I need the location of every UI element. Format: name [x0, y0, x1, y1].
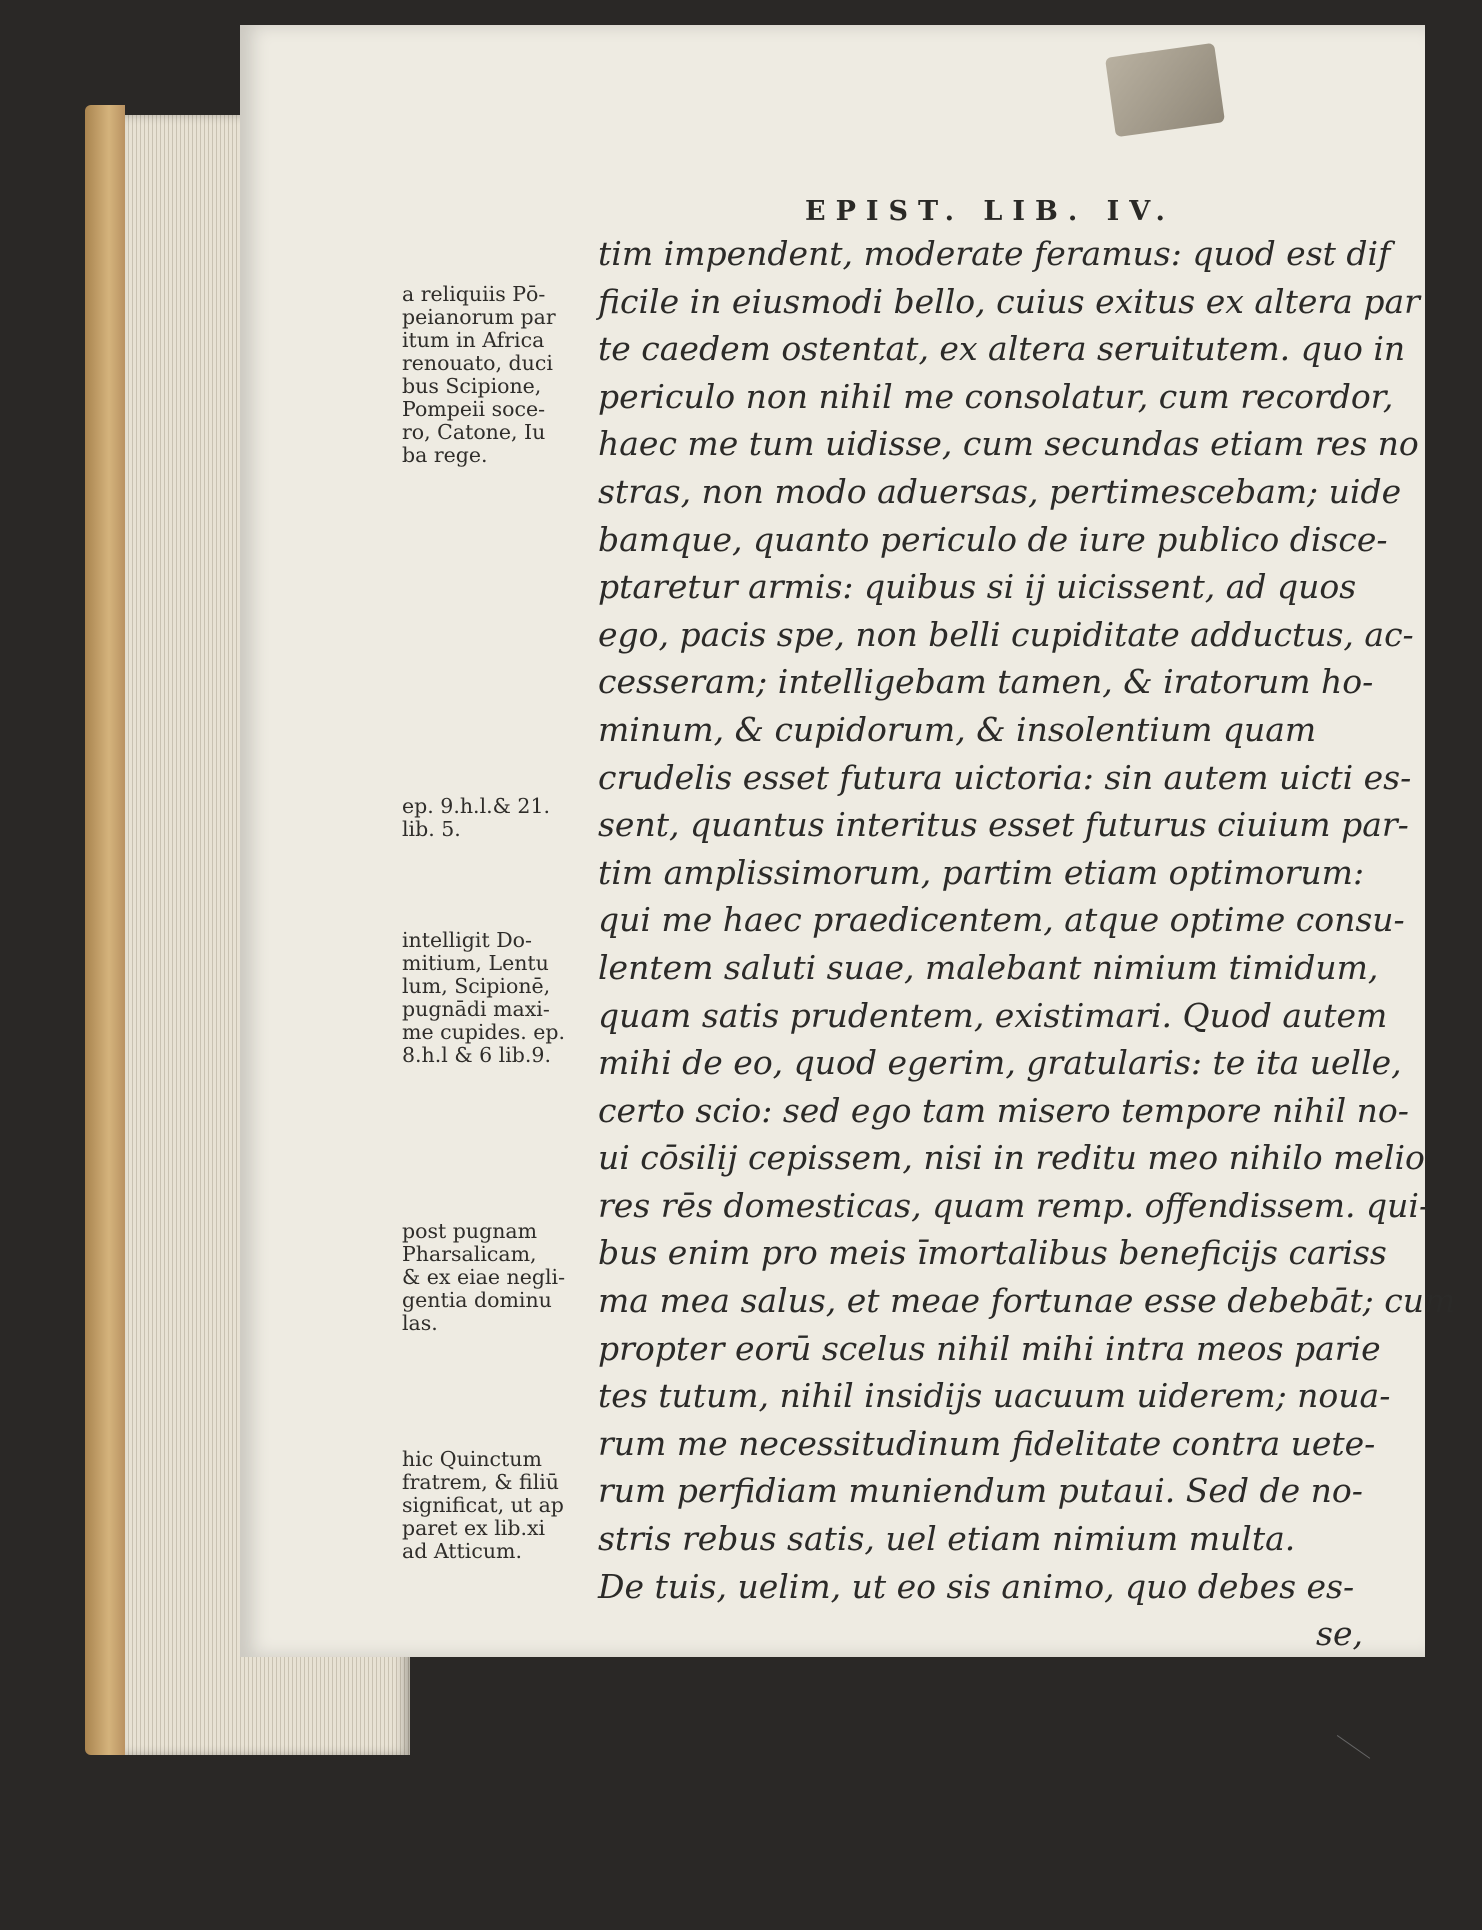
margin-note-line: peianorum par [402, 305, 556, 329]
margin-note-2 [402, 795, 597, 841]
margin-note-5 [402, 1448, 597, 1563]
text-line: crudelis esset futura uictoria: sin autem uicti es- [598, 757, 1412, 797]
margin-note-line: gentia dominu [402, 1288, 552, 1312]
margin-note-line: a reliquiis Pō- [402, 282, 546, 306]
text-line: res rēs domesticas, quam remp. offendissem. qui- [598, 1185, 1431, 1225]
margin-note-line: ba rege. [402, 443, 488, 467]
margin-note-line: 8.h.l & 6 lib.9. [402, 1043, 551, 1067]
margin-note-line: lum, Scipionē, [402, 974, 551, 998]
margin-note-line: ep. 9.h.l.& 21. [402, 794, 551, 818]
book-cover-edge [85, 105, 125, 1755]
text-line: stras, non modo aduersas, pertimescebam; uide [598, 471, 1402, 511]
text-line: ma mea salus, et meae fortunae esse debebāt; cum [598, 1281, 1456, 1321]
margin-note-line: paret ex lib.xi [402, 1516, 546, 1540]
margin-note-line: intelligit Do- [402, 928, 532, 952]
paper-clip-tab [1105, 43, 1225, 138]
text-line: haec me tum uidisse, cum secundas etiam res no [598, 424, 1419, 464]
margin-note-line: itum in Africa [402, 328, 545, 352]
margin-note-line: & ex eiae negli- [402, 1265, 566, 1289]
margin-note-1 [402, 283, 597, 467]
text-line: qui me haec praedicentem, atque optime consu- [598, 900, 1405, 940]
margin-note-line: renouato, duci [402, 351, 553, 375]
text-line: mihi de eo, quod egerim, gratularis: te ita uelle, [598, 1043, 1402, 1083]
text-line: se, [1316, 1614, 1363, 1654]
margin-note-line: me cupides. ep. [402, 1020, 566, 1044]
text-line: propter eorū scelus nihil mihi intra meos parie [598, 1328, 1381, 1368]
text-line: ego, pacis spe, non belli cupiditate adductus, ac- [598, 614, 1414, 654]
text-line: cesseram; intelligebam tamen, & iratorum ho- [598, 662, 1374, 702]
margin-note-line: ad Atticum. [402, 1539, 522, 1563]
main-text [598, 230, 1456, 1658]
text-line: rum perfidiam muniendum putaui. Sed de no- [598, 1471, 1363, 1511]
margin-note-line: hic Quinctum [402, 1447, 542, 1471]
text-line: tim impendent, moderate feramus: quod est dif [598, 234, 1391, 273]
text-line: minum, & cupidorum, & insolentium quam [598, 709, 1317, 749]
text-line: tes tutum, nihil insidijs uacuum uiderem; noua- [598, 1376, 1391, 1416]
margin-note-line: lib. 5. [402, 817, 461, 841]
margin-note-line: mitium, Lentu [402, 951, 549, 975]
margin-note-line: bus Scipione, [402, 374, 542, 398]
text-line: lentem saluti suae, malebant nimium timidum, [598, 947, 1379, 987]
margin-note-line: Pompeii soce- [402, 397, 546, 421]
text-line: ptaretur armis: quibus si ij uicissent, ad quos [598, 567, 1357, 607]
text-line: periculo non nihil me consolatur, cum recordor, [598, 376, 1394, 416]
margin-note-line: significat, ut ap [402, 1493, 564, 1517]
margin-note-line: post pugnam [402, 1219, 538, 1243]
running-head: EPIST. LIB. IV. [805, 196, 1175, 227]
text-line: te caedem ostentat, ex altera seruitutem. quo in [598, 329, 1406, 369]
margin-note-3 [402, 929, 597, 1067]
text-line: bamque, quanto periculo de iure publico disce- [598, 519, 1388, 559]
text-line: ui cōsilij cepissem, nisi in reditu meo nihilo melio [598, 1138, 1425, 1178]
margin-note-line: Pharsalicam, [402, 1242, 537, 1266]
margin-note-4 [402, 1220, 597, 1335]
text-line: De tuis, uelim, ut eo sis animo, quo debes es- [598, 1566, 1355, 1606]
text-line: bus enim pro meis īmortalibus beneficijs cariss [598, 1233, 1387, 1273]
margin-note-line: pugnādi maxi- [402, 997, 550, 1021]
text-line: stris rebus satis, uel etiam nimium multa. [598, 1519, 1296, 1559]
text-line: tim amplissimorum, partim etiam optimorum: [598, 852, 1365, 892]
text-line: certo scio: sed ego tam misero tempore nihil no- [598, 1090, 1409, 1130]
text-line: sent, quantus interitus esset futurus ciuium par- [598, 805, 1409, 845]
margin-note-line: fratrem, & filiū [402, 1470, 560, 1494]
text-line: quam satis prudentem, existimari. Quod autem [598, 995, 1388, 1035]
margin-note-line: ro, Catone, Iu [402, 420, 546, 444]
text-line: ficile in eiusmodi bello, cuius exitus ex altera par [598, 281, 1420, 321]
text-line: rum me necessitudinum fidelitate contra uete- [598, 1423, 1376, 1463]
margin-note-line: las. [402, 1311, 438, 1335]
